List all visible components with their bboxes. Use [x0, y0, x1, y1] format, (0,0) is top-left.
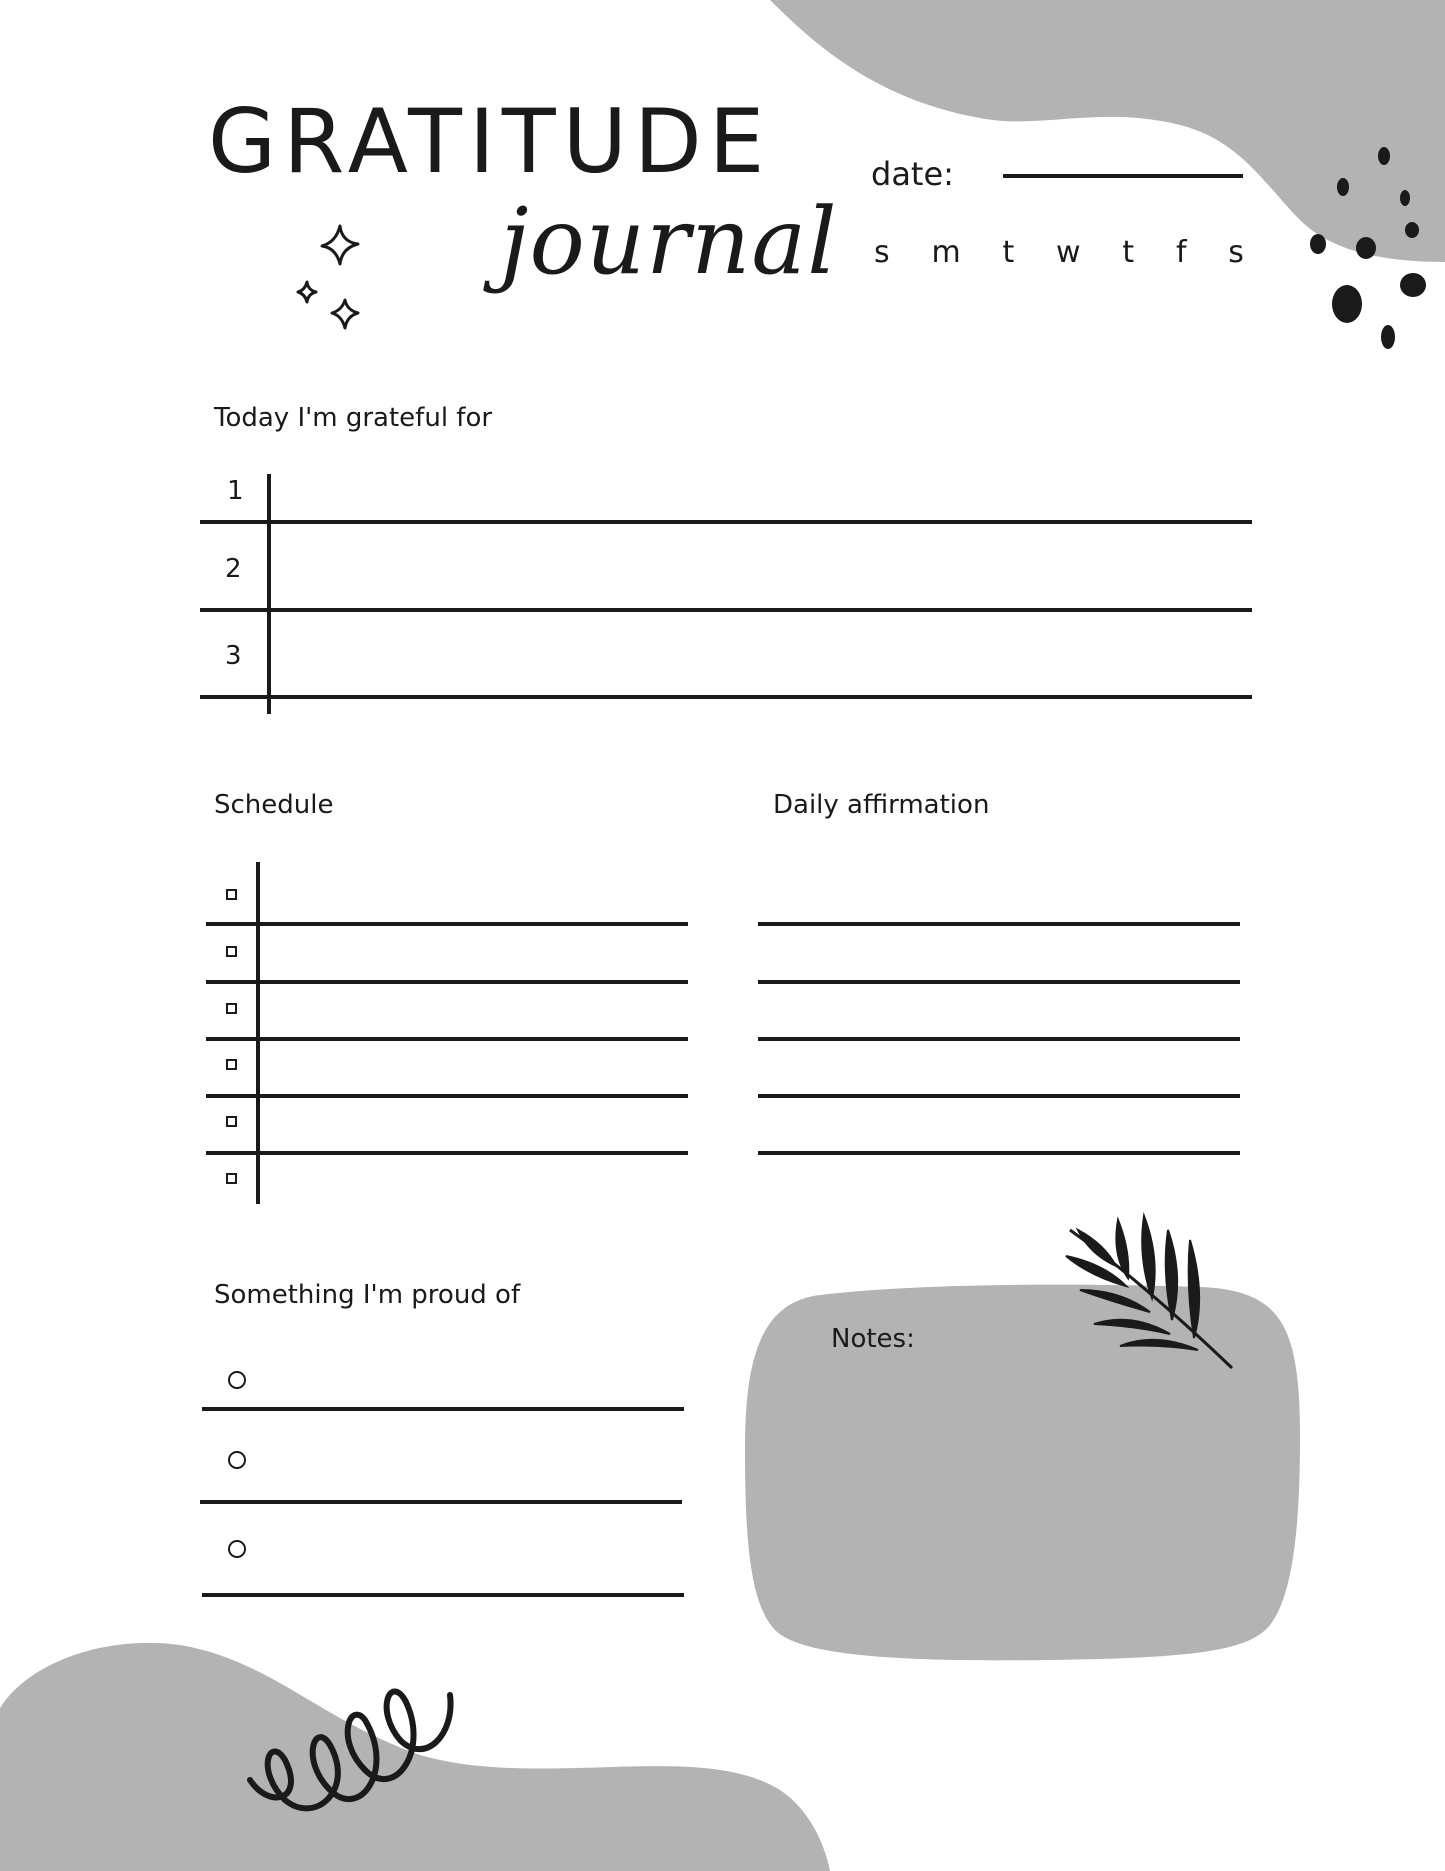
proud-bullet[interactable] [228, 1371, 246, 1389]
schedule-checkbox[interactable] [226, 1003, 237, 1014]
leaf-icon [1060, 1210, 1240, 1370]
schedule-checkbox[interactable] [226, 1059, 237, 1070]
gratitude-line-3[interactable] [200, 695, 1252, 699]
weekday-wednesday[interactable]: w [1056, 235, 1081, 270]
schedule-line[interactable] [206, 922, 688, 926]
sparkle-icon [292, 220, 372, 340]
schedule-line[interactable] [206, 1037, 688, 1041]
gratitude-row-number: 3 [225, 641, 242, 671]
weekday-sunday[interactable]: s [874, 235, 890, 270]
affirmation-line[interactable] [758, 1037, 1240, 1041]
page-subtitle: journal [500, 188, 838, 295]
weekday-saturday[interactable]: s [1228, 235, 1244, 270]
schedule-checkbox[interactable] [226, 1173, 237, 1184]
gratitude-row-number: 2 [225, 554, 242, 584]
proud-bullet[interactable] [228, 1540, 246, 1558]
gratitude-row-number: 1 [227, 476, 244, 506]
proud-line[interactable] [202, 1407, 684, 1411]
gratitude-line-2[interactable] [200, 608, 1252, 612]
gratitude-margin-line [267, 474, 271, 714]
schedule-line[interactable] [206, 1151, 688, 1155]
dots-icon [1300, 140, 1440, 355]
proud-label: Something I'm proud of [214, 1280, 521, 1310]
affirmation-line[interactable] [758, 1094, 1240, 1098]
page-title: GRATITUDE [208, 90, 772, 193]
gratitude-line-1[interactable] [200, 520, 1252, 524]
date-field-line[interactable] [1003, 174, 1243, 178]
schedule-checkbox[interactable] [226, 1116, 237, 1127]
proud-bullet[interactable] [228, 1451, 246, 1469]
schedule-checkbox[interactable] [226, 889, 237, 900]
proud-line[interactable] [200, 1500, 682, 1504]
affirmation-line[interactable] [758, 980, 1240, 984]
date-label: date: [871, 155, 954, 193]
schedule-checkbox[interactable] [226, 946, 237, 957]
notes-area[interactable] [790, 1370, 1260, 1630]
schedule-label: Schedule [214, 790, 334, 820]
affirmation-line[interactable] [758, 1151, 1240, 1155]
weekday-selector [874, 235, 1244, 270]
weekday-friday[interactable]: f [1175, 235, 1187, 270]
affirmation-line[interactable] [758, 922, 1240, 926]
weekday-thursday[interactable]: t [1122, 235, 1135, 270]
notes-label: Notes: [831, 1324, 915, 1354]
proud-line[interactable] [202, 1593, 684, 1597]
gratitude-label: Today I'm grateful for [214, 403, 493, 433]
spiral-icon [245, 1640, 465, 1820]
weekday-tuesday[interactable]: t [1002, 235, 1015, 270]
affirmation-label: Daily affirmation [773, 790, 990, 820]
schedule-line[interactable] [206, 980, 688, 984]
schedule-line[interactable] [206, 1094, 688, 1098]
weekday-monday[interactable]: m [931, 235, 961, 270]
